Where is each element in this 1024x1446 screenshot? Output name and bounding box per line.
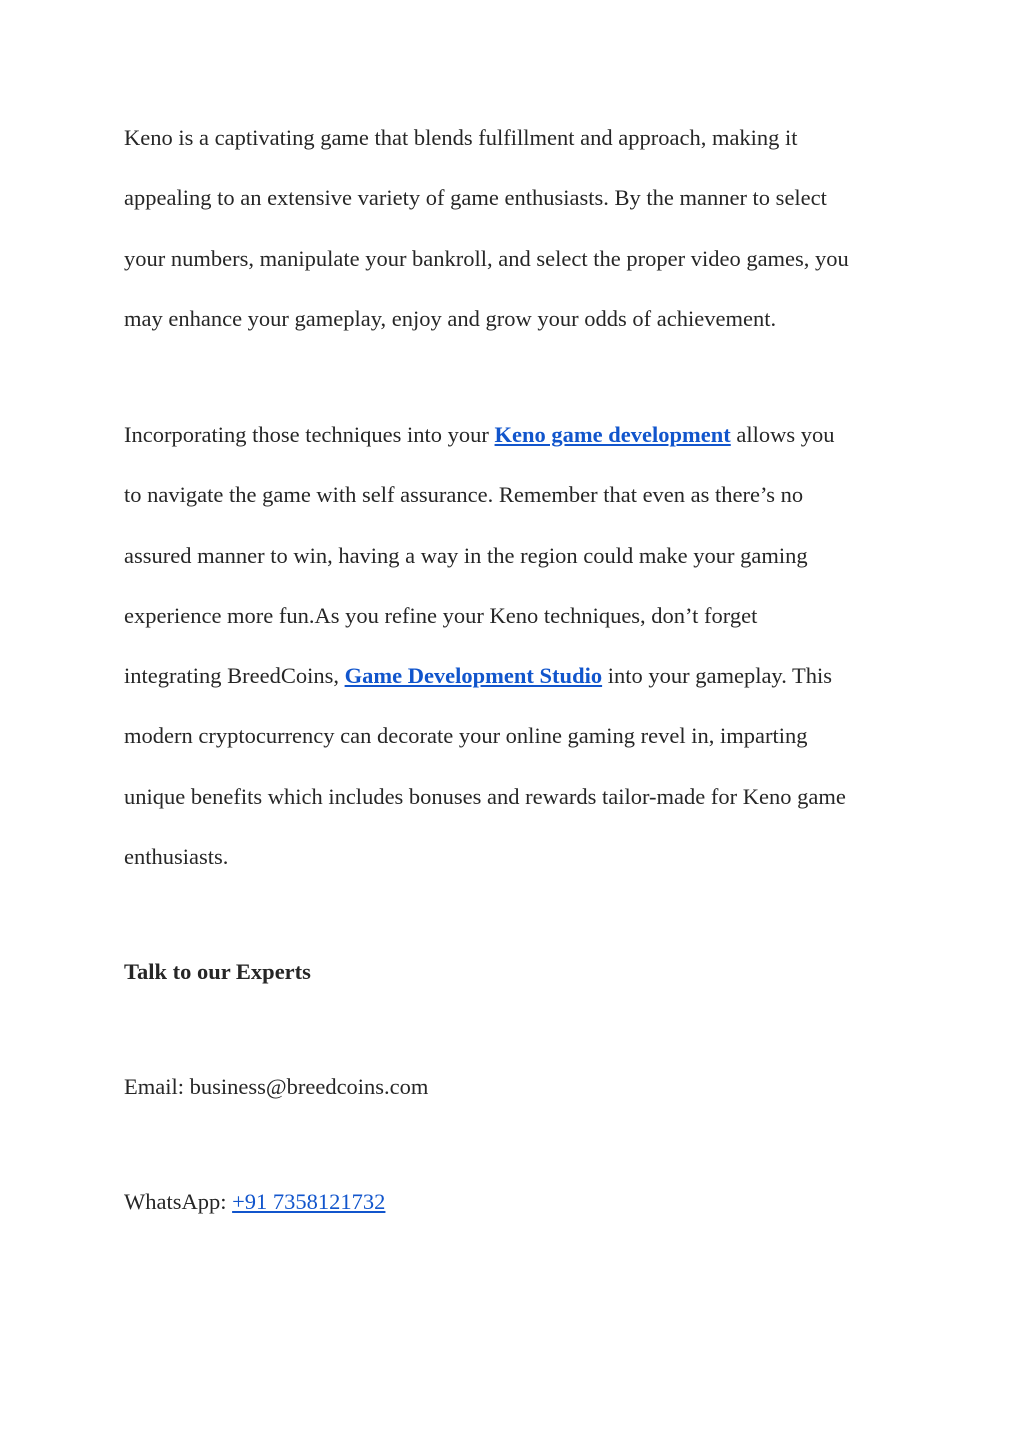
text-line: experience more fun.As you refine your Keno techniques, don’t forget	[124, 602, 758, 628]
text-line: modern cryptocurrency can decorate your online gaming revel in, imparting	[124, 723, 808, 749]
whatsapp-label: WhatsApp:	[124, 1189, 233, 1214]
intro-paragraph	[124, 108, 914, 349]
text-segment: Incorporating those techniques into your	[124, 422, 495, 447]
text-segment: into your gameplay. This	[602, 663, 833, 689]
text-line: to navigate the game with self assurance. Remember that even as there’s no	[124, 482, 804, 508]
email-label: Email:	[124, 1074, 190, 1099]
text-line: assured manner to win, having a way in the region could make your gaming	[124, 542, 808, 568]
email-value[interactable]: business@breedcoins.com	[189, 1074, 429, 1099]
text-line: appealing to an extensive variety of game enthusiasts. By the manner to select	[124, 185, 827, 211]
text-line: unique benefits which includes bonuses and rewards tailor-made for Keno game	[124, 783, 846, 809]
text-line: enthusiasts.	[124, 844, 229, 870]
text-segment: allows you	[730, 422, 835, 447]
text-line	[124, 646, 914, 706]
whatsapp-number-link[interactable]: +91 7358121732	[232, 1189, 386, 1214]
text-line: your numbers, manipulate your bankroll, and select the proper video games, you	[124, 245, 849, 271]
text-line: Keno is a captivating game that blends fulfillment and approach, making it	[124, 125, 798, 150]
text-line: may enhance your gameplay, enjoy and grow your odds of achievement.	[124, 305, 777, 331]
contact-heading: Talk to our Experts	[124, 959, 311, 984]
email-line	[124, 1057, 428, 1117]
techniques-paragraph	[124, 405, 914, 887]
text-segment: integrating BreedCoins,	[124, 663, 345, 689]
text-line	[124, 405, 914, 465]
game-development-studio-link[interactable]: Game Development Studio	[344, 663, 603, 689]
whatsapp-line	[124, 1172, 385, 1232]
keno-game-development-link[interactable]: Keno game development	[494, 422, 731, 447]
